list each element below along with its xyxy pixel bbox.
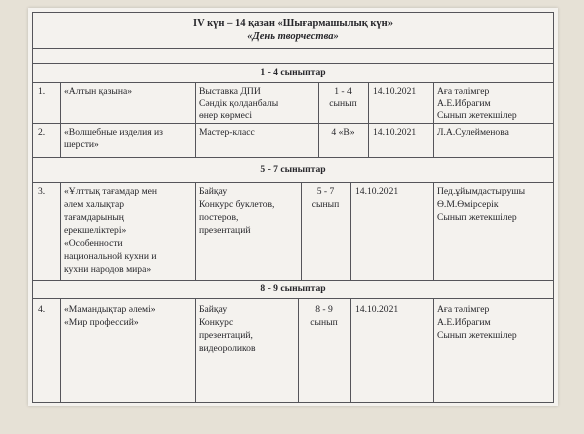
document-page xyxy=(28,8,558,406)
event-form-line: презентаций, xyxy=(199,330,253,341)
event-title-line: ерекшеліктері» xyxy=(64,225,127,236)
event-title-line: тағамдарының xyxy=(64,212,124,223)
responsible-line: Аға тәлімгер xyxy=(437,86,490,97)
event-title-line: «Мир профессий» xyxy=(64,317,139,328)
event-title-line: «Алтын қазына» xyxy=(64,86,133,97)
section-heading: 8 - 9 сыныптар xyxy=(260,283,326,294)
table-rule xyxy=(32,48,554,49)
table-rule xyxy=(433,298,434,402)
responsible-line: Сынып жетекшілер xyxy=(437,212,517,223)
section-heading: 1 - 4 сыныптар xyxy=(260,67,326,78)
responsible-line: Сынып жетекшілер xyxy=(437,110,517,121)
table-rule xyxy=(195,82,196,157)
row-number: 4. xyxy=(38,304,46,315)
event-title-line: кухни народов мира» xyxy=(64,264,152,275)
table-rule xyxy=(32,182,554,183)
grade-line: 5 - 7 xyxy=(316,186,335,197)
responsible-line: Л.А.Сулейменова xyxy=(437,127,509,138)
table-rule xyxy=(32,298,554,299)
event-form-line: Сәндік қолданбалы xyxy=(199,98,279,109)
event-title-line: әлем халықтар xyxy=(64,199,125,210)
grade-line: сынып xyxy=(310,317,338,328)
event-date: 14.10.2021 xyxy=(373,86,417,97)
table-rule xyxy=(433,82,434,157)
event-form-line: Конкурс xyxy=(199,317,234,328)
grade-line: сынып xyxy=(311,199,340,210)
header-title: IV күн – 14 қазан «Шығармашылық күн» xyxy=(193,18,393,29)
table-rule xyxy=(32,12,554,13)
responsible-line: Ө.М.Өмірсерік xyxy=(437,199,499,210)
table-rule xyxy=(32,157,554,158)
section-heading: 5 - 7 сыныптар xyxy=(260,164,326,175)
event-title-line: «Мамандықтар әлемі» xyxy=(64,304,156,315)
table-rule xyxy=(32,82,554,83)
row-number: 1. xyxy=(38,86,46,97)
header-subtitle: «День творчества» xyxy=(247,31,339,42)
table-rule xyxy=(60,82,61,157)
table-rule xyxy=(195,182,196,280)
row-number: 2. xyxy=(38,127,46,138)
table-rule xyxy=(32,63,554,64)
event-title-line: «Волшебные изделия из xyxy=(64,127,163,138)
grade-line: 1 - 4 xyxy=(334,86,352,97)
table-rule xyxy=(350,298,351,402)
responsible-line: Сынып жетекшілер xyxy=(437,330,517,341)
responsible-line: Аға тәлімгер xyxy=(437,304,490,315)
event-title-line: национальной кухни и xyxy=(64,251,157,262)
table-rule xyxy=(32,280,554,281)
event-date: 14.10.2021 xyxy=(355,186,399,197)
table-rule xyxy=(60,182,61,280)
table-rule xyxy=(60,298,61,402)
grade-line: сынып xyxy=(329,98,357,109)
event-form-line: өнер көрмесі xyxy=(199,110,252,121)
responsible-line: А.Е.Ибрагим xyxy=(437,317,491,328)
responsible-line: А.Е.Ибрагим xyxy=(437,98,491,109)
grade-line: 4 «В» xyxy=(331,127,355,138)
table-rule xyxy=(433,182,434,280)
event-form-line: Байқау xyxy=(199,186,228,197)
table-rule xyxy=(32,123,554,124)
event-form-line: Выставка ДПИ xyxy=(199,86,261,97)
table-rule xyxy=(32,402,554,403)
event-title-line: «Особенности xyxy=(64,238,123,249)
event-date: 14.10.2021 xyxy=(373,127,417,138)
event-form-line: постеров, xyxy=(199,212,239,223)
responsible-line: Пед.ұйымдастырушы xyxy=(437,186,526,197)
row-number: 3. xyxy=(38,186,46,197)
table-rule xyxy=(350,182,351,280)
event-title-line: шерсти» xyxy=(64,139,99,150)
table-rule xyxy=(195,298,196,402)
grade-line: 8 - 9 xyxy=(315,304,333,315)
table-rule xyxy=(368,82,369,157)
event-form-line: Байқау xyxy=(199,304,228,315)
event-form-line: Мастер-класс xyxy=(199,127,255,138)
event-date: 14.10.2021 xyxy=(355,304,399,315)
event-form-line: презентаций xyxy=(199,225,251,236)
event-form-line: Конкурс буклетов, xyxy=(199,199,275,210)
event-title-line: «Ұлттық тағамдар мен xyxy=(64,186,158,197)
event-form-line: видеороликов xyxy=(199,343,256,354)
